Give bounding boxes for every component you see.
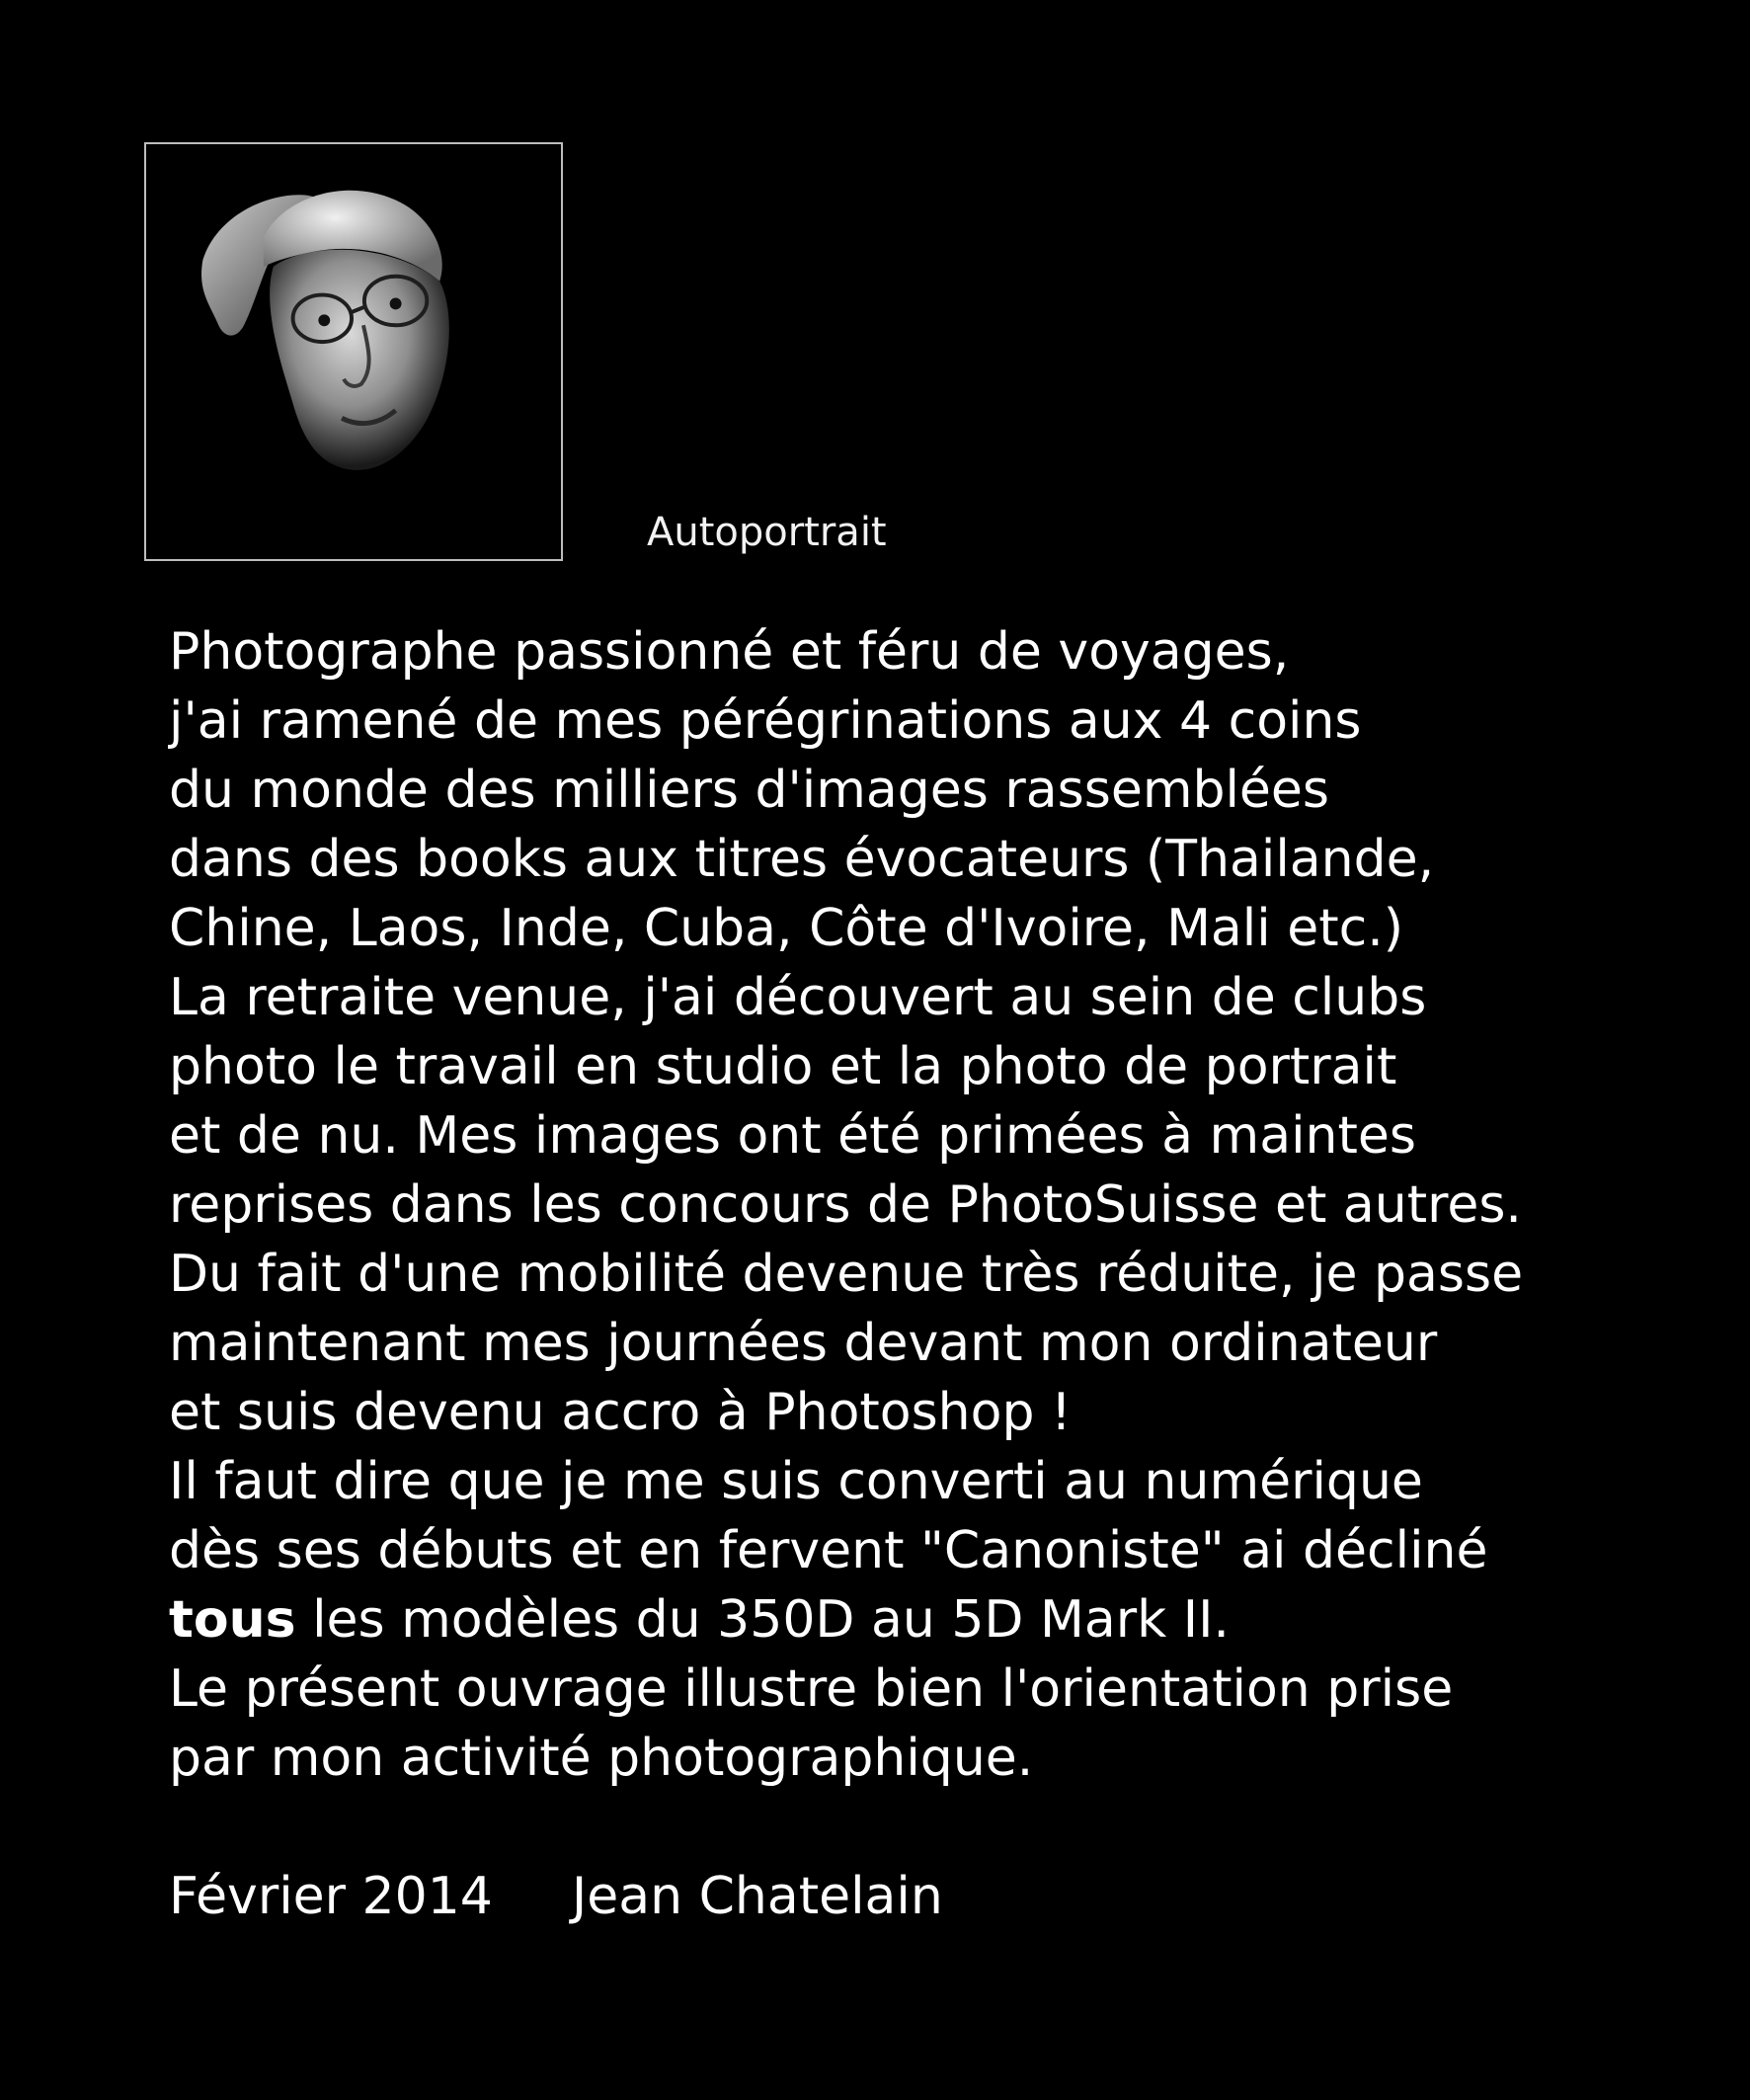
signature <box>169 1862 943 1931</box>
signature-author: Jean Chatelain <box>571 1867 943 1926</box>
signature-date: Février 2014 <box>169 1867 493 1926</box>
bio-line: maintenant mes journées devant mon ordinateur <box>169 1314 1438 1373</box>
bio-line: Chine, Laos, Inde, Cuba, Côte d'Ivoire, Mali etc.) <box>169 899 1404 958</box>
bio-line-emphasis <box>169 1585 1710 1655</box>
bio-line: du monde des milliers d'images rassemblées <box>169 761 1330 820</box>
bio-line: et de nu. Mes images ont été primées à maintes <box>169 1106 1416 1166</box>
portrait-caption: Autoportrait <box>647 510 887 555</box>
bio-line: dès ses débuts et en fervent "Canoniste" ai décliné <box>169 1521 1488 1580</box>
bio-line: et suis devenu accro à Photoshop ! <box>169 1383 1072 1442</box>
portrait-image <box>146 144 561 559</box>
bio-line: La retraite venue, j'ai découvert au sein de clubs <box>169 968 1427 1027</box>
biography-text <box>169 617 1710 1793</box>
bio-line-rest: les modèles du 350D au 5D Mark II. <box>295 1590 1230 1650</box>
bio-line: par mon activité photographique. <box>169 1729 1034 1788</box>
bio-line: Il faut dire que je me suis converti au numérique <box>169 1452 1423 1511</box>
bio-line: Photographe passionné et féru de voyages, <box>169 622 1290 682</box>
self-portrait-photo <box>144 142 563 561</box>
bio-line: dans des books aux titres évocateurs (Thailande, <box>169 830 1435 889</box>
bio-line: j'ai ramené de mes pérégrinations aux 4 coins <box>169 691 1362 751</box>
emphasis-word: tous <box>169 1590 296 1650</box>
bio-line: Du fait d'une mobilité devenue très réduite, je passe <box>169 1245 1524 1304</box>
bio-line: reprises dans les concours de PhotoSuisse et autres. <box>169 1175 1522 1235</box>
bio-line: photo le travail en studio et la photo de portrait <box>169 1037 1397 1096</box>
bio-line: Le présent ouvrage illustre bien l'orientation prise <box>169 1659 1454 1719</box>
